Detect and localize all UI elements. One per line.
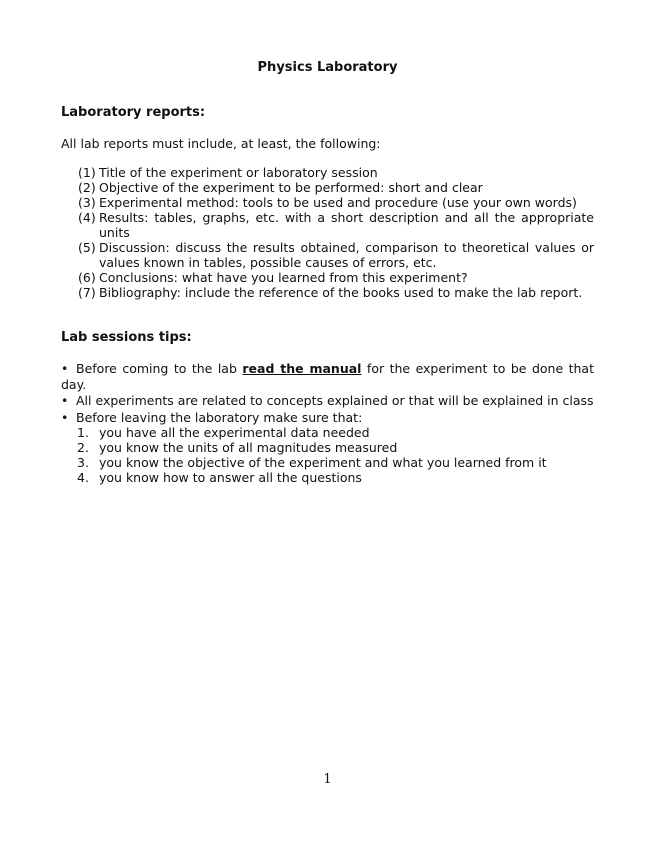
list-item [77, 470, 594, 485]
list-item-number: 2. [77, 440, 89, 455]
list-item [77, 455, 594, 470]
list-item-number: 4. [77, 470, 89, 485]
list-item [78, 240, 594, 270]
list-item-number: (2) [78, 180, 96, 195]
bullet-icon: • [61, 393, 69, 408]
list-item [78, 270, 594, 285]
list-item-number: (4) [78, 210, 96, 225]
list-item [78, 285, 594, 300]
list-item-text: you have all the experimental data needed [99, 425, 370, 440]
list-item-number: (3) [78, 195, 96, 210]
list-item-text: Discussion: discuss the results obtained, comparison to theoretical values or values known in tables, possible causes of errors, etc. [99, 240, 594, 270]
list-item-text: you know the units of all magnitudes measured [99, 440, 398, 455]
list-item-number: (5) [78, 240, 96, 255]
list-item-number: (7) [78, 285, 96, 300]
list-item-text: you know how to answer all the questions [99, 470, 362, 485]
tip-text: All experiments are related to concepts explained or that will be explained in class [76, 393, 594, 408]
page-number: 1 [323, 772, 332, 787]
tip-read-manual [61, 361, 594, 392]
list-item-text: Conclusions: what have you learned from this experiment? [99, 270, 468, 285]
list-item-text: you know the objective of the experiment and what you learned from it [99, 455, 547, 470]
list-item [78, 180, 594, 195]
list-item-number: (6) [78, 270, 96, 285]
list-item [77, 440, 594, 455]
reports-intro: All lab reports must include, at least, the following: [61, 136, 381, 151]
bullet-icon: • [61, 361, 69, 376]
reports-heading: Laboratory reports: [61, 105, 206, 120]
list-item [78, 210, 594, 240]
list-item-number: 3. [77, 455, 89, 470]
list-item-text: Objective of the experiment to be performed: short and clear [99, 180, 483, 195]
list-item-text: Experimental method: tools to be used and procedure (use your own words) [99, 195, 577, 210]
tips-heading: Lab sessions tips: [61, 330, 192, 345]
tip-text: Before leaving the laboratory make sure that: [76, 409, 363, 425]
list-item-text: Bibliography: include the reference of the books used to make the lab report. [99, 285, 583, 300]
list-item [78, 195, 594, 210]
tip-text: for the experiment to be done that day. [61, 361, 594, 392]
list-item-text: Title of the experiment or laboratory session [99, 165, 378, 180]
list-item-text: Results: tables, graphs, etc. with a short description and all the appropriate units [99, 210, 594, 240]
list-item-number: 1. [77, 425, 89, 440]
requirements-list [78, 165, 594, 300]
tip-text: Before coming to the lab [76, 361, 243, 376]
tip-emphasis: read the manual [242, 361, 362, 376]
tip-before-leaving [61, 410, 594, 426]
list-item [78, 165, 594, 180]
tip-concepts [61, 393, 594, 409]
list-item-number: (1) [78, 165, 96, 180]
tips-section [61, 361, 594, 485]
page-title: Physics Laboratory [257, 60, 398, 75]
list-item [77, 425, 594, 440]
bullet-icon: • [61, 409, 69, 425]
checklist [61, 425, 594, 485]
